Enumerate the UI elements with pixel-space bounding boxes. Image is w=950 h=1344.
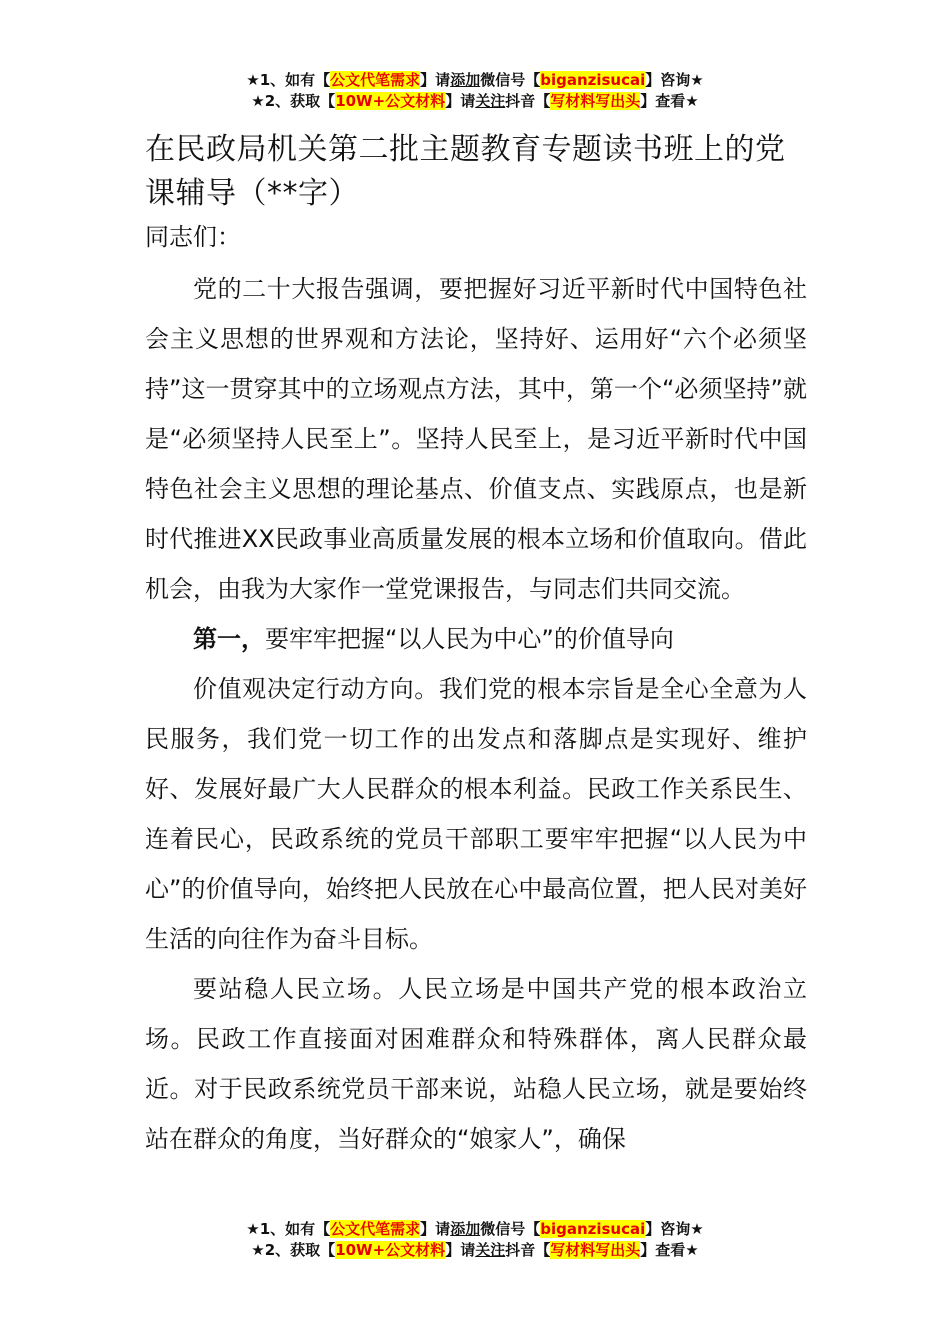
banner-highlight: biganzisucai [540,71,646,89]
salutation: 同志们： [145,223,241,251]
banner-text: 抖音【 [505,1241,551,1259]
banner-underline: 添加 [450,71,481,89]
banner-text: ★2、获取【 [251,92,336,110]
banner-highlight: 公文代笔需求 [330,1220,421,1238]
banner-text: 】请 [445,1241,476,1259]
paragraph-1: 党的二十大报告强调，要把握好习近平新时代中国特色社会主义思想的世界观和方法论，坚持好、运用好“六个必须坚持”这一贯穿其中的立场观点方法，其中，第一个“必须坚持”就是“必须坚持人民至上”。坚持人民至上，是习近平新时代中国特色社会主义思想的理论基点、价值支点、实践原点，也是新时代推进XX民政事业高质量发展的根本立场和价值取向。借此机会，由我为大家作一堂党课报告，与同志们共同交流。 [145,275,807,603]
banner-line-2 [0,91,950,112]
banner-highlight: 公文代笔需求 [330,71,421,89]
document-title: 在民政局机关第二批主题教育专题读书班上的党课辅导（**字） [145,132,786,211]
header-banner [0,70,950,112]
banner-text: ★1、如有【 [246,71,331,89]
paragraph-2: 价值观决定行动方向。我们党的根本宗旨是全心全意为人民服务，我们党一切工作的出发点和落脚点是实现好、维护好、发展好最广大人民群众的根本利益。民政工作关系民生、连着民心，民政系统的党员干部职工要牢牢把握“以人民为中心”的价值导向，始终把人民放在心中最高位置，把人民对美好生活的向往作为奋斗目标。 [145,675,807,953]
banner-highlight: biganzisucai [540,1220,646,1238]
banner-text: 】请 [420,71,451,89]
heading-text: 要牢牢把握“以人民为中心”的价值导向 [265,625,674,653]
banner-underline: 关注 [475,92,506,110]
banner-highlight: 10W+公文材料 [335,1241,446,1259]
banner-text: 】查看★ [640,1241,699,1259]
banner-text: 抖音【 [505,92,551,110]
banner-text: ★2、获取【 [251,1241,336,1259]
banner-highlight: 写材料写出头 [550,92,641,110]
section-heading-1 [145,614,807,664]
banner-text: 】请 [420,1220,451,1238]
banner-text: 微信号【 [480,71,541,89]
banner-highlight: 10W+公文材料 [335,92,446,110]
banner-line-2 [0,1240,950,1261]
banner-text: ★1、如有【 [246,1220,331,1238]
banner-line-1 [0,1219,950,1240]
banner-highlight: 写材料写出头 [550,1241,641,1259]
banner-line-1 [0,70,950,91]
banner-underline: 添加 [450,1220,481,1238]
banner-text: 微信号【 [480,1220,541,1238]
footer-banner [0,1219,950,1261]
paragraph-3: 要站稳人民立场。人民立场是中国共产党的根本政治立场。民政工作直接面对困难群众和特殊群体，离人民群众最近。对于民政系统党员干部来说，站稳人民立场，就是要始终站在群众的角度，当好群众的“娘家人”，确保 [145,975,807,1153]
banner-text: 】咨询★ [645,1220,704,1238]
banner-underline: 关注 [475,1241,506,1259]
banner-text: 】咨询★ [645,71,704,89]
banner-text: 】请 [445,92,476,110]
banner-text: 】查看★ [640,92,699,110]
heading-lead: 第一， [193,625,265,653]
document-body [145,128,807,1164]
